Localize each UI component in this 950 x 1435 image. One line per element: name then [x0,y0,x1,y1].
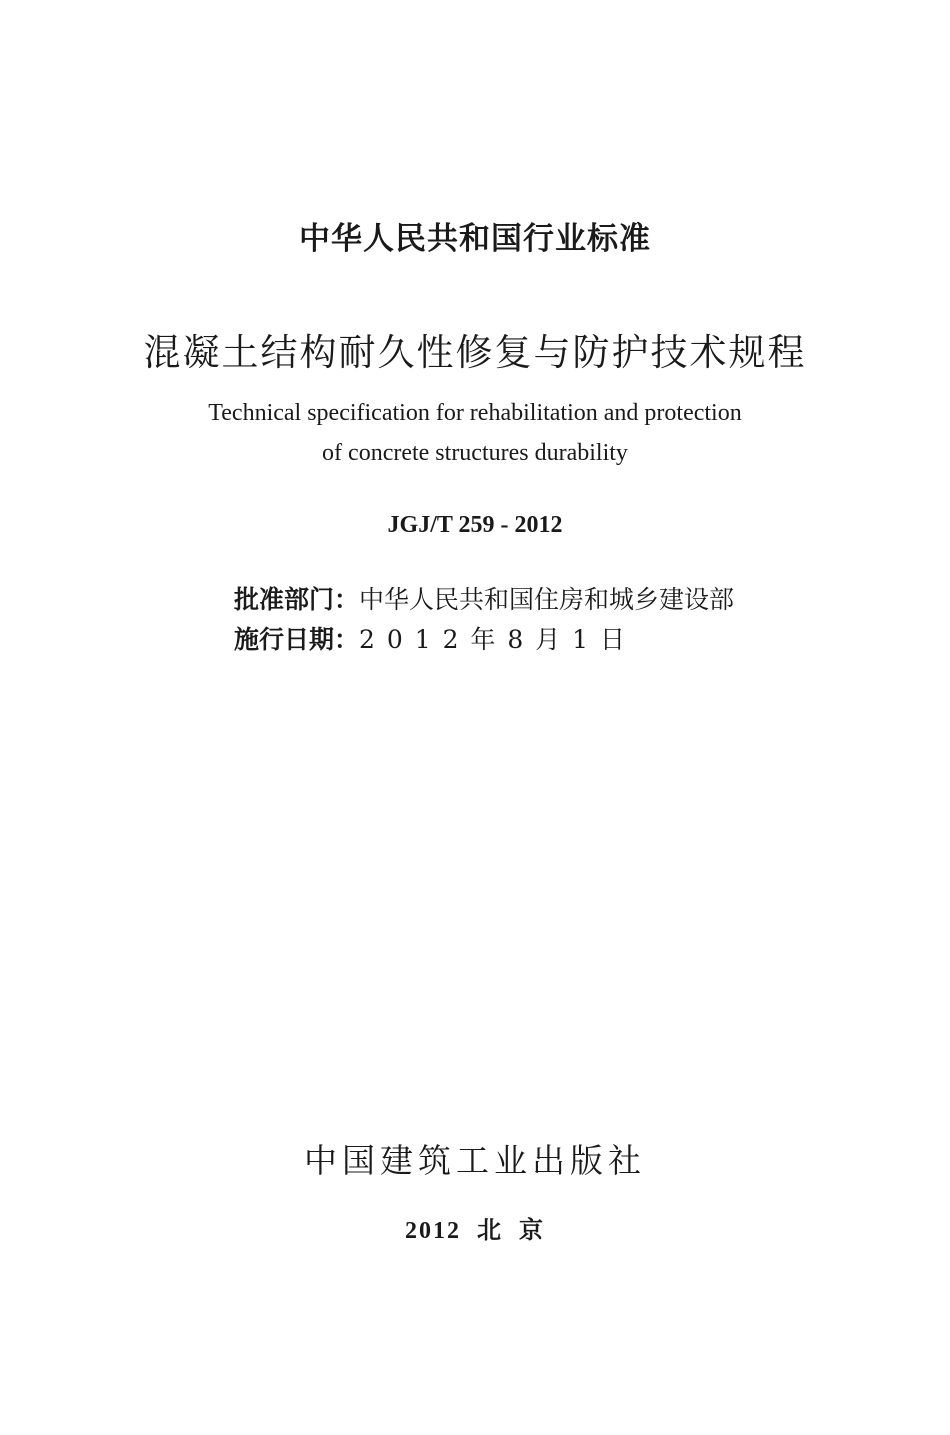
series-title: 中华人民共和国行业标准 [299,221,651,257]
effective-date-value: 2 0 1 2 年 8 月 1 日 [359,625,628,654]
standard-number: JGJ/T 259 - 2012 [387,512,563,538]
publication-year-place: 2012 北 京 [405,1218,545,1244]
english-title-line-2: of concrete structures durability [322,440,628,466]
effective-date-label: 施行日期： [234,625,360,654]
effective-date-row [234,620,794,656]
publisher-name: 中国建筑工业出版社 [304,1141,646,1180]
english-title-line-1: Technical specification for rehabilitation and protection [208,400,742,426]
approval-department-row [234,580,794,616]
approval-department-value: 中华人民共和国住房和城乡建设部 [359,585,735,614]
main-title: 混凝土结构耐久性修复与防护技术规程 [143,331,807,374]
approval-department-label: 批准部门： [234,585,360,614]
